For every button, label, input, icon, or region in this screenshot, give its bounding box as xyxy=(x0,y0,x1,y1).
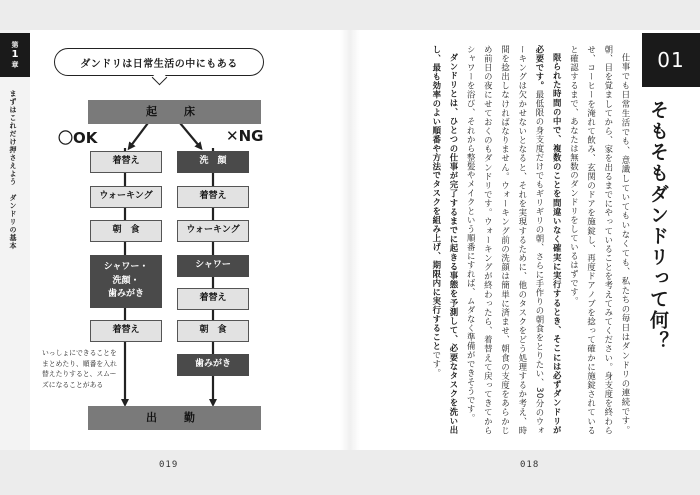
ng-step-1: 洗 顔 xyxy=(177,151,249,173)
chapter-suffix: 章 xyxy=(11,61,19,69)
ok-step-4 xyxy=(90,255,162,308)
paragraph-3-bold-b: ひとつの仕事が完了するまでに起きる事態を予測して、必要なタスクを洗い出し、最も効率のよい順番や方法でタスクを組み上げ、期限内に実行すること xyxy=(431,45,459,435)
ok-step-2: ウォーキング xyxy=(90,186,162,208)
ok-step-4-label: シャワー・ 洗顔・ 歯みがき xyxy=(103,262,149,300)
left-page-number: 019 xyxy=(159,460,179,470)
body-text xyxy=(372,45,634,435)
flow-end-box: 出 勤 xyxy=(88,406,261,430)
ng-step-6: 朝 食 xyxy=(177,320,249,342)
paragraph-3-end: です。 xyxy=(431,350,442,378)
ng-step-3: ウォーキング xyxy=(177,220,249,242)
paragraph-3-bold-a: ダンドリとは、 xyxy=(448,53,459,118)
ok-step-3: 朝 食 xyxy=(90,220,162,242)
ng-label: ✕NG xyxy=(226,127,264,145)
ng-step-5: 着替え xyxy=(177,288,249,310)
paragraph-2-bold-a: 限られた時間の中で、 xyxy=(552,53,563,145)
ng-branch-arrow xyxy=(180,123,200,147)
paragraph-3 xyxy=(428,45,462,435)
section-number-tab: 01 xyxy=(642,33,700,87)
ok-label: 〇OK xyxy=(58,129,98,147)
ok-branch-arrow xyxy=(130,123,148,147)
bubble-text: ダンドリは日常生活の中にもある xyxy=(54,48,264,76)
chapter-prefix: 第 xyxy=(11,40,19,49)
paragraph-2-bold-b: 複数のことを間違いなく確実に実行するとき、そこには必ずダンドリが必要です。 xyxy=(534,45,563,435)
ok-step-5: 着替え xyxy=(90,320,162,342)
right-page-number: 018 xyxy=(520,460,540,470)
flow-start-box: 起 床 xyxy=(88,100,261,124)
ng-step-7: 歯みがき xyxy=(177,354,249,376)
chapter-number: 1 xyxy=(11,49,19,60)
ng-step-2: 着替え xyxy=(177,186,249,208)
ng-step-4: シャワー xyxy=(177,255,249,277)
flow-note: いっしょにできることをまとめたり、順番を入れ替えたりすると、スムーズになることがある xyxy=(42,349,117,389)
ok-step-1: 着替え xyxy=(90,151,162,173)
paragraph-2 xyxy=(462,45,565,435)
paragraph-1: 仕事でも日常生活でも、意識していてもいなくても、私たちの毎日はダンドリの連続です。朝、目を覚ましてから、家を出るまでにやっていることを考えてみてください。身支度を終わらせ、コーヒーを淹れて飲み、玄関のドアを施錠し、再度ドアノブを捻って確かに施錠されていると確認するまで、あなたは無数のダンドリをしているはずです。 xyxy=(569,45,631,435)
section-title: そもそもダンドリって何？ xyxy=(647,100,669,352)
chapter-subtitle: まずはこれだけ押さえよう ダンドリの基本 xyxy=(9,90,17,250)
paragraph-2-rest: 最低限の身支度だけでもギリギリの朝、さらに手作りの朝食をとりたい、30分のウォーキングは欠かせないとなると、それを実現するために、他のタスクをどう処理するか考え、時間を捻出しなければなりません。ウォーキング前の洗顔は簡単に済ませ、朝食の支度をあらかじめ前日の夜にせておくのもダンドリです。ウォーキングが終わったら、着替えて戻ってきてからシャワーを浴び、それから整髪やメイクという順番にすれば、ムダなく準備ができそうです。 xyxy=(466,45,545,435)
